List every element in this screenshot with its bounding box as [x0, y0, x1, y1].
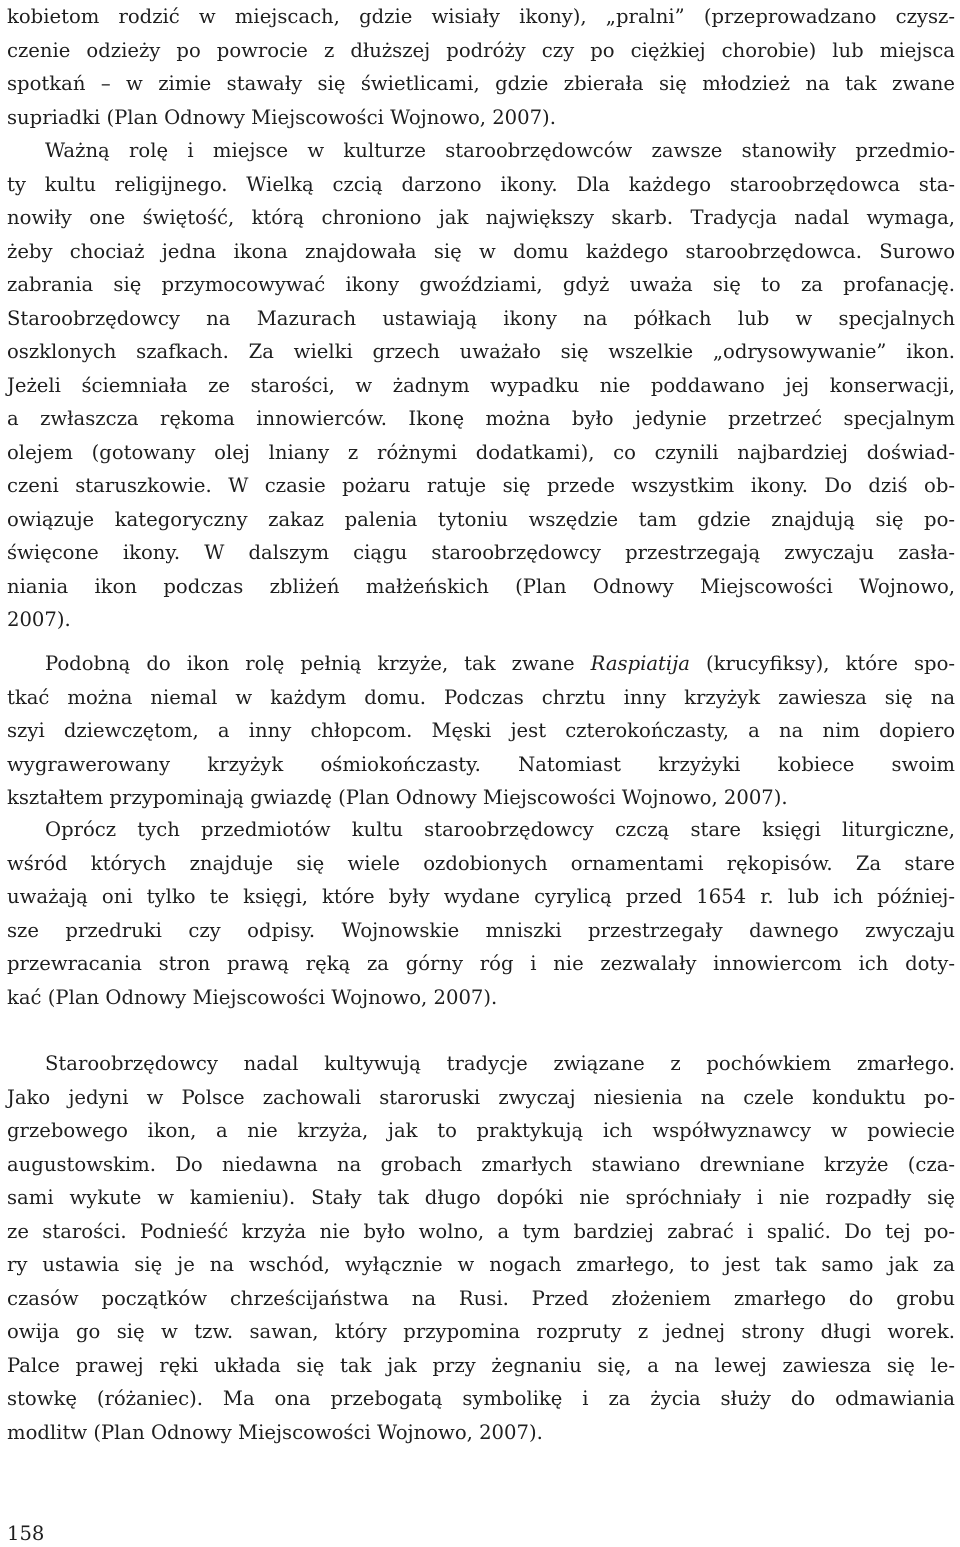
text-line: wśród których znajduje się wiele ozdobionych ornamentami rękopisów. Za stare: [7, 851, 955, 875]
text-line: supriadki (Plan Odnowy Miejscowości Wojnowo, 2007).: [7, 105, 556, 129]
text-line: 2007).: [7, 608, 71, 631]
text-line: spotkań – w zimie stawały się świetlicami, gdzie zbierała się młodzież na tak zwane: [7, 72, 955, 95]
text-line: przewracania stron prawą ręką za górny róg i nie zezwalały innowiercom ich doty-: [7, 952, 955, 975]
text-line: wygrawerowany krzyżyk ośmiokończasty. Natomiast krzyżyki kobiece swoim: [7, 752, 955, 776]
text-line: kać (Plan Odnowy Miejscowości Wojnowo, 2007).: [7, 985, 498, 1009]
text-line: uważają oni tylko te księgi, które były wydane cyrylicą przed 1654 r. lub ich później-: [7, 885, 955, 908]
text-line: sami wykute w kamieniu). Stały tak długo dopóki nie spróchniały i nie rozpadły się: [7, 1186, 955, 1209]
text-line: Staroobrzędowcy nadal kultywują tradycje związane z pochówkiem zmarłego.: [45, 1052, 955, 1075]
text-line: Podobną do ikon rolę pełnią krzyże, tak zwane Raspiatija (krucyfiksy), które spo-: [45, 652, 955, 675]
text-line: czenie odzieży po powrocie z dłuższej podróży czy po ciężkiej chorobie) lub miejsca: [7, 38, 955, 62]
text-line: Staroobrzędowcy na Mazurach ustawiają ikony na półkach lub w specjalnych: [7, 306, 955, 330]
text-line: szyi dziewczętom, a inny chłopcom. Męski jest czterokończasty, a na nim dopiero: [7, 719, 955, 742]
paragraph-1: [7, 0, 955, 637]
text-line: ty kultu religijnego. Wielką czcią darzono ikony. Dla każdego staroobrzędowca sta-: [7, 172, 955, 196]
paragraph-4: [7, 1047, 955, 1449]
paragraph-3: [7, 813, 955, 1014]
text-line: Ważną rolę i miejsce w kulturze staroobrzędowców zawsze stanowiły przedmio-: [45, 139, 955, 162]
text-line: stowkę (różaniec). Ma ona przebogatą symbolikę i za życia służy do odmawiania: [7, 1387, 955, 1410]
text-line: modlitw (Plan Odnowy Miejscowości Wojnowo, 2007).: [7, 1420, 543, 1444]
text-line: nowiły one świętość, którą chroniono jak największy skarb. Tradycja nadal wymaga,: [7, 206, 955, 229]
text-line: święcone ikony. W dalszym ciągu staroobrzędowcy przestrzegają zwyczaju zasła-: [7, 541, 955, 564]
text-line: czasów początków chrześcijaństwa na Rusi. Przed złożeniem zmarłego do grobu: [7, 1286, 955, 1310]
text-line: Oprócz tych przedmiotów kultu staroobrzędowcy czczą stare księgi liturgiczne,: [45, 818, 955, 841]
page-number: 158: [7, 1522, 45, 1545]
text-line: niania ikon podczas zbliżeń małżeńskich (Plan Odnowy Miejscowości Wojnowo,: [7, 574, 955, 598]
text-line: Jeżeli ściemniała ze starości, w żadnym wypadku nie poddawano jej konserwacji,: [7, 373, 955, 397]
text-line: augustowskim. Do niedawna na grobach zmarłych stawiano drewniane krzyże (cza-: [7, 1152, 955, 1176]
text-line: żeby chociaż jedna ikona znajdowała się w domu każdego staroobrzędowca. Surowo: [7, 239, 955, 263]
text-line: sze przedruki czy odpisy. Wojnowskie mniszki przestrzegały dawnego zwyczaju: [7, 918, 955, 942]
text-line: kobietom rodzić w miejscach, gdzie wisiały ikony), „pralni” (przeprowadzano czysz-: [7, 5, 955, 28]
text-line: Jako jedyni w Polsce zachowali staroruski zwyczaj niesienia na czele konduktu po-: [7, 1085, 955, 1109]
paragraph-2: [7, 647, 955, 815]
text-line: kształtem przypominają gwiazdę (Plan Odnowy Miejscowości Wojnowo, 2007).: [7, 786, 788, 809]
text-line: ze starości. Podnieść krzyża nie było wolno, a tym bardziej zabrać i spalić. Do tej po-: [7, 1219, 955, 1243]
text-line: zabrania się przymocowywać ikony gwoździami, gdyż uważa się to za profanację.: [7, 273, 955, 296]
text-line: ry ustawia się je na wschód, wyłącznie w nogach zmarłego, to jest tak samo jak za: [7, 1253, 955, 1276]
text-line: owija go się w tzw. sawan, który przypomina rozpruty z jednej strony długi worek.: [7, 1320, 955, 1343]
text-line: czeni staruszkowie. W czasie pożaru ratuje się przede wszystkim ikony. Do dziś ob-: [7, 474, 955, 497]
text-line: olejem (gotowany olej lniany z różnymi dodatkami), co czynili najbardziej doświad-: [7, 440, 955, 464]
text-line: tkać można niemal w każdym domu. Podczas chrztu inny krzyżyk zawiesza się na: [7, 685, 955, 709]
text-line: Palce prawej ręki układa się tak jak przy żegnaniu się, a na lewej zawiesza się le-: [7, 1353, 955, 1377]
text-line: grzebowego ikon, a nie krzyża, jak to praktykują ich współwyznawcy w powiecie: [7, 1119, 955, 1142]
text-line: owiązuje kategoryczny zakaz palenia tytoniu wszędzie tam gdzie znajdują się po-: [7, 507, 955, 531]
text-line: a zwłaszcza rękoma innowierców. Ikonę można było jedynie przetrzeć specjalnym: [7, 407, 955, 430]
text-line: oszklonych szafkach. Za wielki grzech uważało się wszelkie „odrysowywanie” ikon.: [7, 340, 955, 363]
